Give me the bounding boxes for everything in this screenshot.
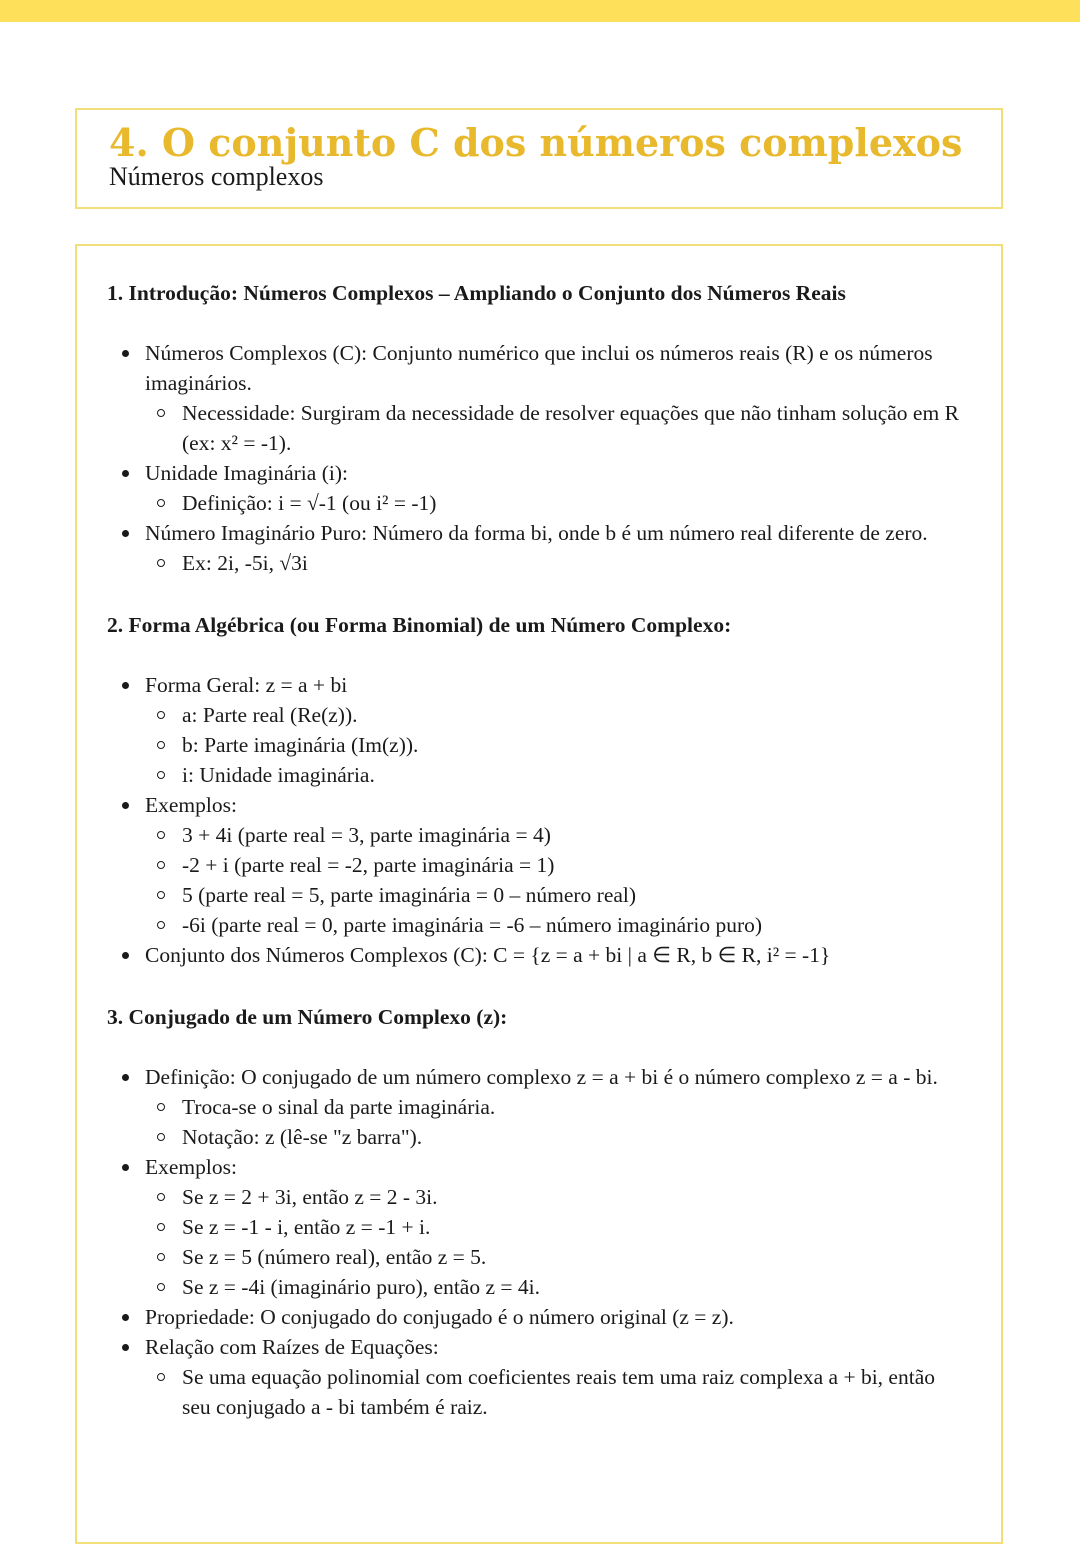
section-heading: 1. Introdução: Números Complexos – Ampliando o Conjunto dos Números Reais <box>107 281 846 305</box>
top-accent-bar <box>0 0 1080 22</box>
sub-list-item: b: Parte imaginária (Im(z)). <box>107 730 967 760</box>
list-item: Conjunto dos Números Complexos (C): C = {z = a + bi | a ∈ R, b ∈ R, i² = -1} <box>107 940 967 970</box>
section-heading: 2. Forma Algébrica (ou Forma Binomial) de um Número Complexo: <box>107 613 732 637</box>
page-subtitle: Números complexos <box>109 162 324 191</box>
list-item: Forma Geral: z = a + bi <box>107 670 967 700</box>
sub-list-item: a: Parte real (Re(z)). <box>107 700 967 730</box>
sub-list-item: Definição: i = √-1 (ou i² = -1) <box>107 488 967 518</box>
bullet-list <box>107 1062 967 1422</box>
bullet-list <box>107 338 967 578</box>
sub-list-item: 5 (parte real = 5, parte imaginária = 0 – número real) <box>107 880 967 910</box>
sub-list-item: Se z = 5 (número real), então z = 5. <box>107 1242 967 1272</box>
sub-list-item: Necessidade: Surgiram da necessidade de resolver equações que não tinham solução em R (ex: x² = -1). <box>107 398 967 458</box>
sub-list-item: Ex: 2i, -5i, √3i <box>107 548 967 578</box>
list-item: Propriedade: O conjugado do conjugado é o número original (z = z). <box>107 1302 967 1332</box>
list-item: Exemplos: <box>107 790 967 820</box>
list-item: Números Complexos (C): Conjunto numérico que inclui os números reais (R) e os números imaginários. <box>107 338 967 398</box>
sub-list-item: i: Unidade imaginária. <box>107 760 967 790</box>
sub-list-item: -6i (parte real = 0, parte imaginária = -6 – número imaginário puro) <box>107 910 967 940</box>
content-body <box>107 276 967 1422</box>
sub-list-item: Notação: z (lê-se "z barra"). <box>107 1122 967 1152</box>
sub-list-item: Se z = 2 + 3i, então z = 2 - 3i. <box>107 1182 967 1212</box>
sub-list-item: -2 + i (parte real = -2, parte imaginária = 1) <box>107 850 967 880</box>
sub-list-item: Se z = -1 - i, então z = -1 + i. <box>107 1212 967 1242</box>
list-item: Número Imaginário Puro: Número da forma bi, onde b é um número real diferente de zero. <box>107 518 967 548</box>
sub-list-item: Se z = -4i (imaginário puro), então z = 4i. <box>107 1272 967 1302</box>
bullet-list <box>107 670 967 970</box>
title-box <box>75 108 1003 209</box>
sub-list-item: 3 + 4i (parte real = 3, parte imaginária = 4) <box>107 820 967 850</box>
list-item: Unidade Imaginária (i): <box>107 458 967 488</box>
list-item: Exemplos: <box>107 1152 967 1182</box>
sub-list-item: Se uma equação polinomial com coeficientes reais tem uma raiz complexa a + bi, então seu conjugado a - bi também é raiz. <box>107 1362 967 1422</box>
page-title: 4. O conjunto C dos números complexos <box>109 120 963 165</box>
list-item: Definição: O conjugado de um número complexo z = a + bi é o número complexo z = a - bi. <box>107 1062 967 1092</box>
list-item: Relação com Raízes de Equações: <box>107 1332 967 1362</box>
sub-list-item: Troca-se o sinal da parte imaginária. <box>107 1092 967 1122</box>
section-heading: 3. Conjugado de um Número Complexo (z): <box>107 1005 508 1029</box>
